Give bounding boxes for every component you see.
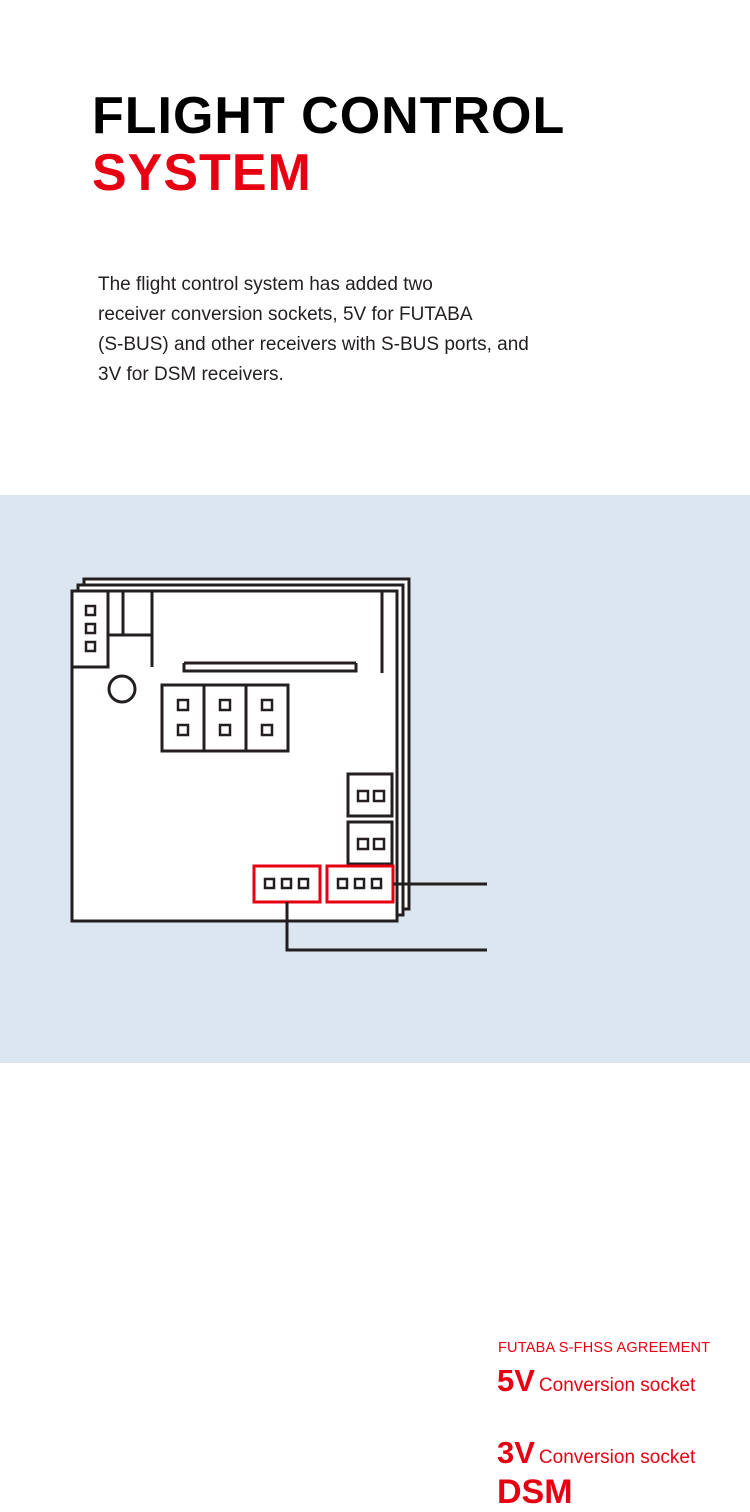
- callout-futaba-eyebrow: FUTABA S-FHSS AGREEMENT: [498, 1340, 711, 1356]
- description-line-3: (S-BUS) and other receivers with S-BUS ports, and: [98, 334, 529, 355]
- board-illustration: [0, 495, 750, 1063]
- connector-block-triple: [162, 685, 288, 751]
- diagram-panel: [0, 495, 750, 1511]
- callout-3v: [497, 1435, 695, 1471]
- description-text: [98, 270, 658, 390]
- callout-5v-label: Conversion socket: [538, 1375, 696, 1396]
- callout-dsm-protocol: DSM: [497, 1473, 573, 1511]
- connector-2pin-upper: [348, 774, 392, 816]
- callout-5v-voltage: 5V: [497, 1363, 535, 1398]
- description-line-4: 3V for DSM receivers.: [98, 364, 284, 385]
- socket-3v: [254, 866, 320, 902]
- callout-5v: [497, 1363, 695, 1399]
- description-line-1: The flight control system has added two: [98, 274, 433, 295]
- connector-2pin-lower: [348, 822, 392, 864]
- connector-3pin-left: [72, 591, 108, 667]
- socket-5v: [327, 866, 393, 902]
- title-line-primary: FLIGHT CONTROL: [92, 87, 566, 145]
- title-line-secondary: SYSTEM: [92, 144, 312, 202]
- description-line-2: receiver conversion sockets, 5V for FUTABA: [98, 304, 473, 325]
- mount-hole: [109, 676, 135, 702]
- callout-3v-voltage: 3V: [497, 1435, 535, 1470]
- callout-3v-label: Conversion socket: [538, 1447, 696, 1468]
- page-title: [92, 88, 702, 202]
- header-section: [0, 0, 750, 495]
